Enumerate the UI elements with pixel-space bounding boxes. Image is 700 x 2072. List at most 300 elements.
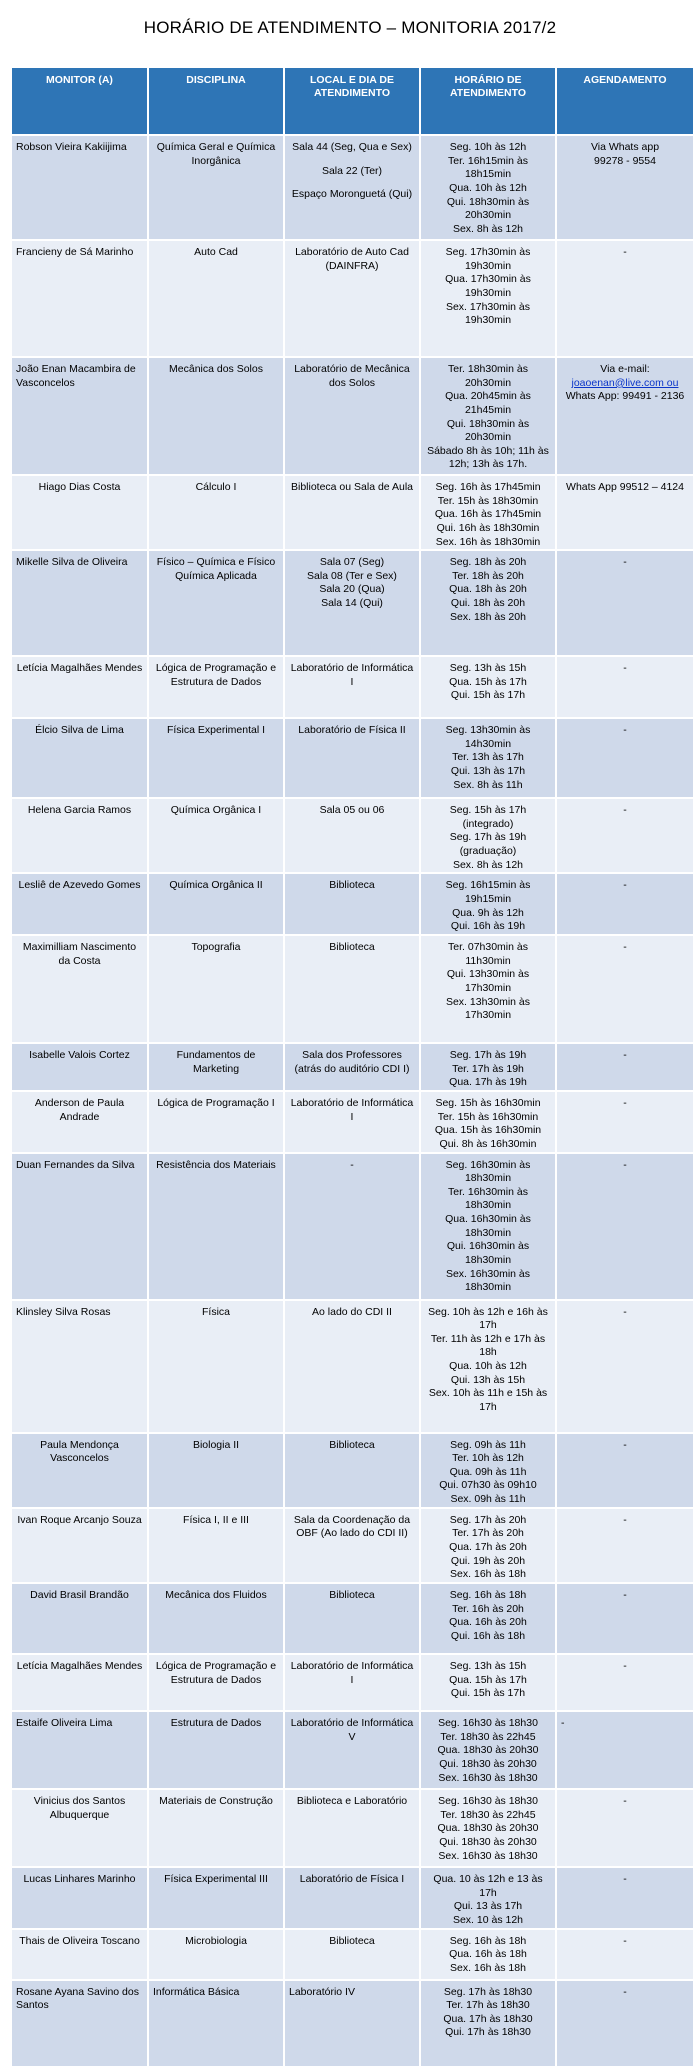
horario-line: Qua. 18h às 20h [449,583,527,596]
local-line: Sala 14 (Qui) [321,597,383,610]
horario-line: Seg. 13h30min às 14h30min [445,724,531,750]
agendamento-cell [556,935,693,1043]
local-cell [284,1583,420,1654]
horario-line: Qui. 15h às 17h [450,1687,526,1700]
local-cell [284,357,420,475]
table-header-row [12,68,693,135]
horario-line: Seg. 17h às 19h [449,1048,527,1061]
local-line: Laboratório de Informática I [290,662,414,688]
agendamento-cell [556,656,693,718]
agendamento-cell [556,1091,693,1153]
agendamento-line: - [623,1513,627,1526]
agendamento-line: - [623,1048,627,1061]
local-cell [284,550,420,656]
horario-line: Qui. 13h às 17h [450,765,526,778]
table-row [12,718,693,798]
horario-line: Seg. 13h às 15h [449,1659,527,1672]
agendamento-cell [556,1583,693,1654]
disciplina-name: Lógica de Programação e Estrutura de Dados [155,662,277,688]
table-row [12,656,693,718]
horario-line: Ter. 07h30min às 11h30min [448,940,528,967]
agendamento-line: - [623,1659,627,1672]
table-row [12,1711,693,1789]
local-cell [284,475,420,550]
horario-line: Sex. 8h às 12h [452,222,524,235]
horario-line: Seg. 13h às 15h [449,662,527,675]
horario-cell [420,798,556,873]
horario-line: Ter. 17h às 19h [452,1062,524,1075]
local-cell [284,656,420,718]
local-line: Biblioteca [329,879,375,892]
horario-cell [420,1091,556,1153]
disciplina-name: Resistência dos Materiais [156,1158,276,1171]
monitor-cell [12,1300,148,1433]
horario-line: Qua. 17h30min às 19h30min [445,273,531,299]
monitor-cell [12,550,148,656]
disciplina-name: Cálculo I [195,481,237,493]
monitor-cell [12,935,148,1043]
disciplina-cell [148,1433,284,1508]
horario-line: Seg. 17h30min às 19h30min [445,246,531,272]
email-link[interactable]: joaoenan@live.com ou [571,376,679,389]
table-row [12,1867,693,1929]
horario-cell [420,550,556,656]
agendamento-line: - [623,1872,627,1885]
table-row [12,798,693,873]
local-line: Laboratório de Informática I [290,1096,414,1123]
monitor-cell [12,1929,148,1980]
horario-line: Seg. 16h30 às 18h30 [438,1794,538,1807]
horario-line: Seg. 16h às 18h [449,1588,527,1601]
agendamento-cell [556,1980,693,2066]
horario-line: Ter. 17h às 20h [452,1527,524,1540]
horario-line: Qui. 18h30 às 20h30 [439,1835,537,1848]
table-row [12,240,693,357]
disciplina-cell [148,240,284,357]
horario-line: Qui. 19h às 20h [450,1554,526,1567]
table-row [12,873,693,935]
horario-line: Qua. 16h às 18h [449,1948,527,1961]
horario-line: Qua. 17h às 20h [449,1541,527,1554]
agendamento-cell [556,1654,693,1711]
horario-line: Seg. 16h às 17h45min [435,481,541,493]
disciplina-cell [148,135,284,240]
horario-cell [420,718,556,798]
horario-line: Qua. 17h às 18h30 [443,2012,533,2025]
monitor-name: Klinsley Silva Rosas [16,1305,111,1318]
local-line: Ao lado do CDI II [312,1305,392,1318]
local-cell [284,1433,420,1508]
disciplina-name: Mecânica dos Solos [169,363,263,375]
horario-line: Ter. 17h às 18h30 [446,1999,530,2012]
agendamento-cell [556,1043,693,1091]
local-line: Laboratório de Mecânica dos Solos [294,363,410,389]
local-cell [284,1929,420,1980]
horario-line: Seg. 16h15min às 19h15min [445,879,531,906]
local-line: Espaço Moronguetá (Qui) [291,188,413,201]
horario-line: Sábado 8h às 10h; 11h às 12h; 13h às 17h. [427,444,549,471]
horario-line: Qua. 17h às 19h [449,1076,527,1089]
monitor-cell [12,1583,148,1654]
disciplina-cell [148,1980,284,2066]
horario-line: Ter. 10h às 12h [452,1452,524,1465]
local-cell [284,1300,420,1433]
horario-line: Ter. 11h às 12h e 17h às 18h [430,1332,546,1359]
agendamento-cell [556,798,693,873]
agendamento-line: - [623,879,627,892]
horario-line: Qui. 16h às 18h30min [436,521,540,534]
agendamento-line: - [623,1305,627,1318]
monitor-cell [12,1789,148,1867]
monitor-cell [12,1508,148,1583]
horario-line: Sex. 16h às 18h [450,1961,526,1974]
agendamento-cell [556,1508,693,1583]
disciplina-cell [148,873,284,935]
table-row [12,1300,693,1433]
monitor-name: Rosane Ayana Savino dos Santos [16,1985,139,2012]
agendamento-cell [556,357,693,475]
horario-cell [420,1929,556,1980]
horario-line: Qua. 9h às 12h [452,906,524,919]
horario-cell [420,1433,556,1508]
disciplina-cell [148,935,284,1043]
disciplina-name: Lógica de Programação e Estrutura de Dados [155,1659,277,1686]
horario-cell [420,935,556,1043]
table-row [12,1929,693,1980]
agendamento-line: Via e-mail: [600,363,650,375]
agendamento-line: - [623,1158,627,1171]
monitor-cell [12,1980,148,2066]
disciplina-name: Informática Básica [153,1985,240,1998]
horario-line: Ter. 16h30min às 18h30min [448,1185,528,1212]
horario-line: Sex. 8h às 12h [452,858,524,871]
monitor-cell [12,798,148,873]
horario-line: Ter. 18h30 às 22h45 [440,1730,536,1743]
local-line: Sala da Coordenação da OBF (Ao lado do CDI II) [293,1513,411,1540]
horario-line: Qui. 8h às 16h30min [439,1137,537,1150]
horario-line: Sex. 16h30min às 18h30min [445,1267,531,1294]
horario-line: Sex. 8h às 11h [453,778,523,791]
local-line: - [350,1158,354,1171]
local-line: Sala 07 (Seg) [319,556,385,569]
agendamento-cell [556,475,693,550]
monitor-name: Élcio Silva de Lima [35,724,124,737]
table-row [12,1091,693,1153]
horario-line: Sex. 10 às 12h [452,1913,524,1926]
horario-cell [420,1789,556,1867]
monitor-name: Robson Vieira Kakiijima [16,141,127,153]
horario-line: Ter. 16h às 20h [452,1602,524,1615]
agendamento-line: - [623,662,627,675]
horario-line: Qui. 16h às 18h [450,1629,526,1642]
agendamento-line: Whats App: 99491 - 2136 [565,390,685,403]
local-line: Sala 20 (Qua) [319,583,385,596]
agendamento-line: - [623,1438,627,1451]
monitor-name: Hiago Dias Costa [38,481,121,493]
local-line [289,155,415,165]
agendamento-cell [556,1789,693,1867]
disciplina-name: Química Orgânica I [170,804,262,817]
monitor-cell [12,718,148,798]
header-monitor: MONITOR (A) [12,68,148,135]
horario-line: Sex. 13h30min às 17h30min [445,995,531,1022]
horario-cell [420,1867,556,1929]
horario-line: Sex. 17h30min às 19h30min [445,300,531,327]
horario-line: Qua. 10 às 12h e 13 às 17h [433,1872,543,1899]
disciplina-cell [148,1583,284,1654]
table-row [12,1043,693,1091]
horario-line: Sex. 16h às 18h [450,1568,526,1581]
horario-line: Sex. 16h30 às 18h30 [438,1849,538,1862]
horario-line: Ter. 15h às 18h30min [437,494,539,507]
agendamento-cell [556,550,693,656]
monitor-cell [12,357,148,475]
horario-line: Qui. 07h30 às 09h10 [439,1479,537,1492]
agendamento-line: - [623,1934,627,1947]
local-cell [284,1043,420,1091]
table-row [12,1789,693,1867]
local-line [289,178,415,188]
horario-line: Ter. 18h30 às 22h45 [440,1808,536,1821]
table-row [12,1508,693,1583]
monitor-name: Helena Garcia Ramos [27,804,132,817]
local-line: Sala dos Professores (atrás do auditório CDI I) [294,1048,410,1075]
disciplina-name: Microbiologia [185,1934,247,1947]
disciplina-cell [148,1300,284,1433]
local-line: Laboratório IV [289,1985,355,1998]
agendamento-line: - [623,940,627,953]
local-line: Biblioteca [329,940,375,953]
local-line: Biblioteca [329,1588,375,1601]
disciplina-name: Mecânica dos Fluidos [165,1588,267,1601]
agendamento-line: - [623,1985,627,1998]
horario-cell [420,1153,556,1300]
local-cell [284,1789,420,1867]
horario-line: Qui. 16h30min às 18h30min [446,1240,530,1267]
disciplina-name: Topografia [191,940,241,953]
monitor-name: Lesliê de Azevedo Gomes [18,879,141,892]
horario-line: Qua. 16h30min às 18h30min [445,1213,531,1239]
horario-line: Ter. 16h15min às 18h15min [448,154,528,181]
horario-cell [420,1654,556,1711]
horario-line: Qui. 18h30 às 20h30 [439,1757,537,1770]
agendamento-line: - [623,724,627,737]
horario-line: Sex. 16h30 às 18h30 [438,1771,538,1784]
monitor-cell [12,1867,148,1929]
disciplina-cell [148,718,284,798]
agendamento-line: - [623,1588,627,1601]
horario-line: Ter. 13h às 17h [452,751,524,764]
local-line: Laboratório de Informática V [290,1716,414,1743]
agendamento-cell [556,718,693,798]
agendamento-cell [556,1153,693,1300]
horario-line: Seg. 17h às 19h (graduação) [449,831,527,858]
agendamento-cell [556,1867,693,1929]
horario-line: Qua. 15h às 16h30min [434,1124,542,1137]
horario-line: Seg. 17h às 20h [449,1513,527,1526]
monitor-name: Ivan Roque Arcanjo Souza [17,1513,142,1526]
table-row [12,1654,693,1711]
horario-line: Qua. 10h às 12h [449,1360,527,1373]
horario-line: Seg. 16h às 18h [449,1934,527,1947]
header-local: LOCAL E DIA DE ATENDIMENTO [284,68,420,135]
table-row [12,475,693,550]
monitor-cell [12,240,148,357]
local-cell [284,798,420,873]
monitor-cell [12,135,148,240]
agendamento-line: - [623,246,627,258]
horario-line: Qua. 15h às 17h [449,1673,527,1686]
local-cell [284,1980,420,2066]
monitor-name: David Brasil Brandão [30,1588,129,1601]
local-cell [284,935,420,1043]
disciplina-name: Materiais de Construção [159,1794,273,1807]
horario-cell [420,1711,556,1789]
horario-cell [420,240,556,357]
local-line: Biblioteca e Laboratório [296,1794,408,1807]
agendamento-cell [556,873,693,935]
horario-line: Seg. 10h às 12h e 16h às 17h [428,1305,548,1332]
horario-line: Qua. 20h45min às 21h45min [445,390,531,416]
horario-line: Sex. 18h às 20h [450,610,526,623]
monitor-cell [12,1711,148,1789]
disciplina-cell [148,357,284,475]
horario-line: Qui. 18h30min às 20h30min [446,417,530,444]
disciplina-name: Física I, II e III [183,1513,249,1526]
disciplina-cell [148,550,284,656]
horario-line: Seg. 17h às 18h30 [443,1985,533,1998]
horario-line: Ter. 15h às 16h30min [437,1110,539,1123]
horario-line: Ter. 18h às 20h [452,569,524,582]
horario-line: Qui. 18h30min às 20h30min [446,195,530,222]
horario-line: Qua. 09h às 11h [449,1465,527,1478]
horario-line: Ter. 18h30min às 20h30min [448,363,528,389]
monitor-name: Mikelle Silva de Oliveira [16,556,128,569]
agendamento-cell [556,135,693,240]
monitor-name: Anderson de Paula Andrade [34,1096,125,1123]
monitor-name: Duan Fernandes da Silva [16,1158,135,1171]
local-line: Laboratório de Auto Cad (DAINFRA) [295,246,409,272]
monitor-name: Letícia Magalhães Mendes [16,1659,143,1672]
disciplina-cell [148,1867,284,1929]
header-agendamento: AGENDAMENTO [556,68,693,135]
disciplina-cell [148,1508,284,1583]
monitor-cell [12,1433,148,1508]
horario-line: Seg. 16h30 às 18h30 [438,1716,538,1729]
agendamento-line: - [623,556,627,569]
local-line: Sala 44 (Seg, Qua e Sex) [292,141,412,153]
local-cell [284,1654,420,1711]
disciplina-name: Fundamentos de Marketing [176,1048,256,1075]
local-line: Biblioteca [329,1438,375,1451]
agendamento-cell [556,1929,693,1980]
disciplina-cell [148,1929,284,1980]
horario-line: Sex. 10h às 11h e 15h às 17h [428,1387,548,1414]
local-line: Sala 08 (Ter e Sex) [307,569,397,582]
monitor-name: Estaife Oliveira Lima [16,1716,113,1729]
monitor-cell [12,1153,148,1300]
horario-line: Qua. 18h30 às 20h30 [437,1822,539,1835]
horario-line: Qui. 17h às 18h30 [445,2026,531,2039]
horario-line: Qua. 15h às 17h [449,675,527,688]
local-cell [284,1091,420,1153]
horario-line: Sex. 09h às 11h [450,1493,526,1506]
horario-line: Qua. 16h às 20h [449,1616,527,1629]
monitor-name: Thais de Oliveira Toscano [19,1934,140,1947]
monitor-cell [12,656,148,718]
horario-line: Qua. 18h30 às 20h30 [437,1744,539,1757]
monitor-name: Maximilliam Nascimento da Costa [22,940,137,967]
table-row [12,1583,693,1654]
horario-line: Qui. 16h às 19h [450,920,526,933]
horario-line: Qui. 15h às 17h [450,689,526,702]
monitor-name: Lucas Linhares Marinho [23,1872,136,1885]
header-horario: HORÁRIO DE ATENDIMENTO [420,68,556,135]
horario-cell [420,873,556,935]
agendamento-line: - [623,804,627,817]
horario-line: Seg. 15h às 16h30min [435,1096,541,1109]
disciplina-name: Lógica de Programação I [157,1096,275,1109]
agendamento-cell [556,240,693,357]
table-row [12,357,693,475]
monitor-name: Isabelle Valois Cortez [29,1048,130,1061]
disciplina-cell [148,1654,284,1711]
local-cell [284,240,420,357]
horario-line: Qui. 13h30min às 17h30min [446,968,530,994]
horario-cell [420,1508,556,1583]
monitor-name: Paula Mendonça Vasconcelos [40,1438,119,1465]
horario-line: Sex. 16h às 18h30min [435,535,541,548]
disciplina-cell [148,1789,284,1867]
monitor-name: João Enan Macambira de Vasconcelos [16,363,136,389]
table-row [12,1980,693,2066]
monitor-cell [12,1091,148,1153]
local-line: Laboratório de Física II [298,724,406,737]
disciplina-name: Química Geral e Química Inorgânica [156,141,276,167]
local-line: Biblioteca ou Sala de Aula [290,481,413,493]
horario-line: Qui. 13 às 17h [453,1900,523,1913]
local-line: Sala 22 (Ter) [321,164,383,177]
local-cell [284,1153,420,1300]
disciplina-cell [148,1043,284,1091]
horario-line: Seg. 15h às 17h (integrado) [449,804,527,830]
agendamento-line: - [561,1716,565,1729]
page-title: HORÁRIO DE ATENDIMENTO – MONITORIA 2017/2 [143,18,557,37]
disciplina-name: Física [201,1305,230,1318]
horario-cell [420,1583,556,1654]
local-line: Biblioteca [329,1934,375,1947]
horario-line: Qui. 18h às 20h [450,597,526,610]
table-row [12,1433,693,1508]
horario-cell [420,1043,556,1091]
header-disciplina: DISCIPLINA [148,68,284,135]
monitor-cell [12,1654,148,1711]
monitor-cell [12,1043,148,1091]
horario-line: Qua. 16h às 17h45min [434,508,542,521]
local-line: Laboratório de Informática I [290,1659,414,1686]
monitor-cell [12,475,148,550]
disciplina-cell [148,1711,284,1789]
disciplina-cell [148,798,284,873]
agendamento-line: - [623,1794,627,1807]
schedule-table [12,68,693,2066]
horario-line: Qui. 13h às 15h [450,1373,526,1386]
local-line: Sala 05 ou 06 [319,804,385,817]
agendamento-cell [556,1300,693,1433]
table-row [12,935,693,1043]
disciplina-name: Biologia II [192,1438,240,1451]
monitor-name: Francieny de Sá Marinho [16,246,134,258]
